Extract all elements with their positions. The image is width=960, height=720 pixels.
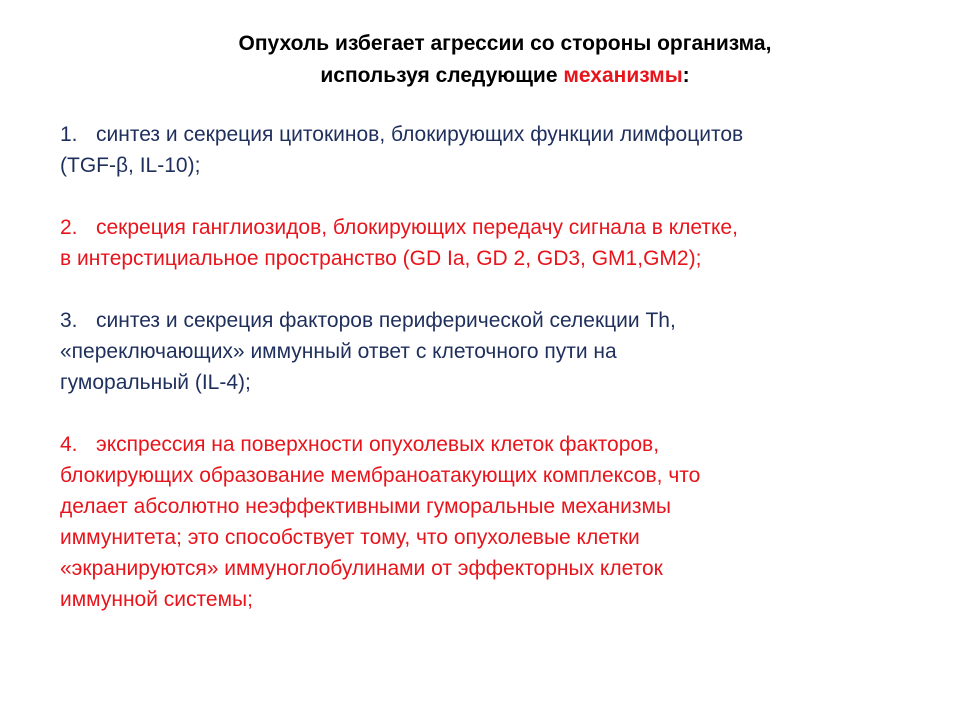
list-item-4-line-3: делает абсолютно неэффективными гуморальные механизмы [60,495,672,518]
list-item-2 [60,212,940,274]
list-item-3 [60,305,940,398]
list-item-4-text-1: экспрессия на поверхности опухолевых клеток факторов, [96,433,660,456]
list-item-3-number: 3. [60,309,78,332]
title-line-2-prefix: используя следующие [320,64,564,87]
slide-title [0,28,960,92]
list-item-1 [60,119,940,181]
list-item-4-line-1 [60,429,940,460]
list-item-3-line-2: «переключающих» иммунный ответ с клеточного пути на [60,340,617,363]
title-line-1: Опухоль избегает агрессии со стороны организма, [238,32,772,55]
title-accent-word: механизмы [563,64,683,87]
mechanisms-list [60,119,940,615]
list-item-3-text-1: синтез и секреция факторов периферической селекции Th, [96,309,676,332]
list-item-4-line-2: блокирующих образование мембраноатакующих комплексов, что [60,464,701,487]
list-item-4-line-6: иммунной системы; [60,588,253,611]
list-item-2-text-1: секреция ганглиозидов, блокирующих передачу сигнала в клетке, [96,216,738,239]
list-item-2-line-2: в интерстициальное пространство (GD Ia, GD 2, GD3, GM1,GM2); [60,247,702,270]
list-item-3-line-3: гуморальный (IL-4); [60,371,251,394]
list-item-2-number: 2. [60,216,78,239]
list-item-1-number: 1. [60,123,78,146]
list-item-1-line-1 [60,119,940,150]
list-item-3-line-1 [60,305,940,336]
list-item-4-line-5: «экранируются» иммуноглобулинами от эффекторных клеток [60,557,663,580]
list-item-2-line-1 [60,212,940,243]
title-line-2-suffix: : [682,64,690,87]
list-item-4-number: 4. [60,433,78,456]
list-item-4 [60,429,940,615]
list-item-1-text-1: синтез и секреция цитокинов, блокирующих функции лимфоцитов [96,123,744,146]
list-item-1-line-2: (TGF-β, IL-10); [60,154,201,177]
list-item-4-line-4: иммунитета; это способствует тому, что опухолевые клетки [60,526,640,549]
title-line-2 [0,60,960,92]
